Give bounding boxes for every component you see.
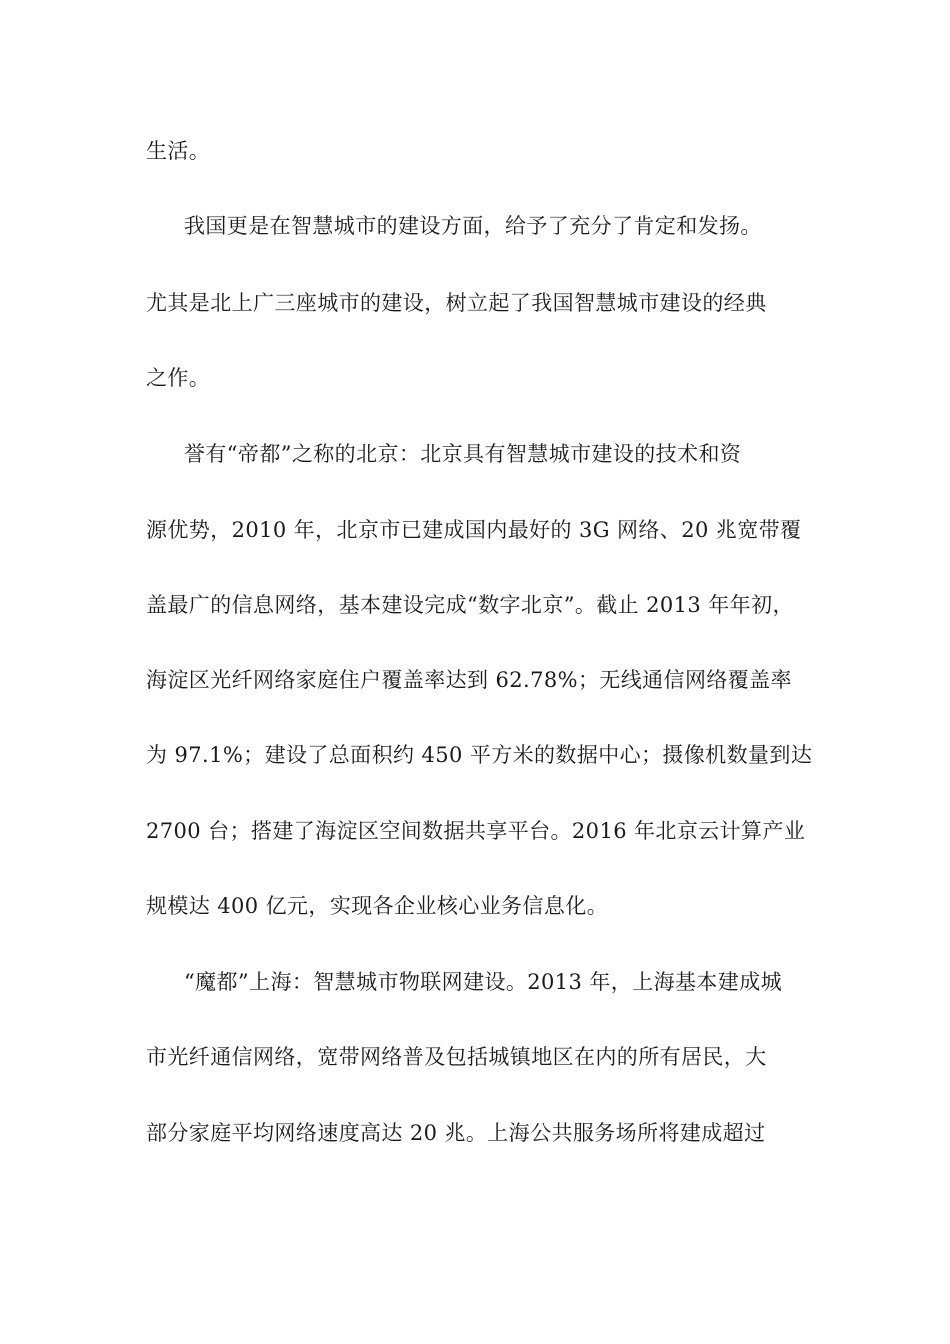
- text-line: 部分家庭平均网络速度高达 20 兆。上海公共服务场所将建成超过: [146, 1121, 766, 1145]
- text-line: 为 97.1%；建设了总面积约 450 平方米的数据中心；摄像机数量到达: [146, 743, 813, 767]
- text-line: 源优势，2010 年，北京市已建成国内最好的 3G 网络、20 兆宽带覆: [146, 518, 802, 542]
- text-line: 盖最广的信息网络，基本建设完成“数字北京”。截止 2013 年年初，: [146, 593, 794, 617]
- paragraph-start-line: 我国更是在智慧城市的建设方面，给予了充分了肯定和发扬。: [184, 214, 762, 238]
- text-line: 市光纤通信网络，宽带网络普及包括城镇地区在内的所有居民，大: [146, 1045, 767, 1069]
- text-line: 规模达 400 亿元，实现各企业核心业务信息化。: [146, 894, 609, 918]
- text-line: 2700 台；搭建了海淀区空间数据共享平台。2016 年北京云计算产业: [146, 819, 806, 843]
- text-line: 之作。: [146, 366, 211, 390]
- paragraph-start-line: “魔都”上海：智慧城市物联网建设。2013 年，上海基本建成城: [184, 970, 782, 994]
- text-line: 生活。: [146, 139, 211, 163]
- paragraph-start-line: 誉有“帝都”之称的北京：北京具有智慧城市建设的技术和资: [184, 442, 742, 466]
- text-line: 海淀区光纤网络家庭住户覆盖率达到 62.78%；无线通信网络覆盖率: [146, 668, 792, 692]
- text-line: 尤其是北上广三座城市的建设，树立起了我国智慧城市建设的经典: [146, 291, 767, 315]
